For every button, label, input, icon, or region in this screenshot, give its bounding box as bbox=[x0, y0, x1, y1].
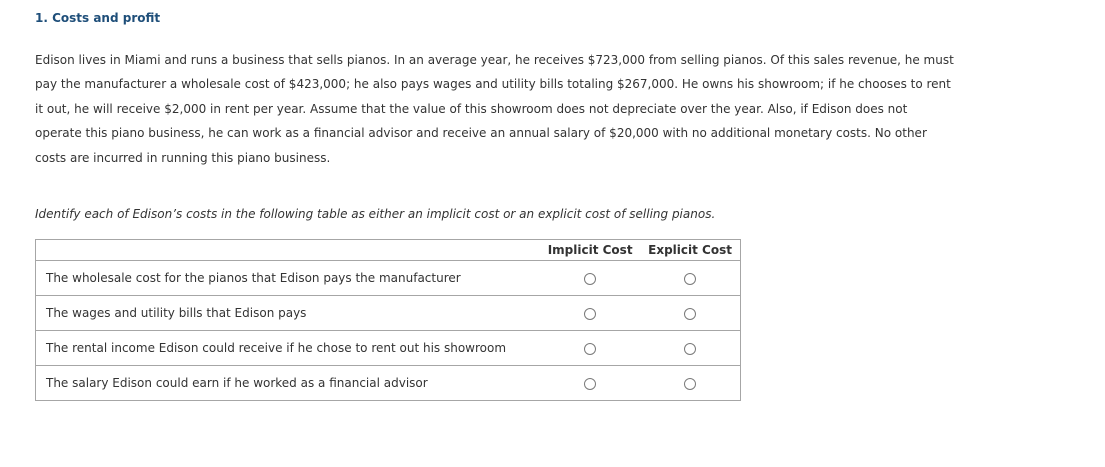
row-rental-implicit-cell bbox=[540, 331, 640, 366]
table-row bbox=[36, 296, 741, 331]
row-label-rental-income: The rental income Edison could receive if he chose to rent out his showroom bbox=[36, 331, 541, 366]
row-label-wages-utilities: The wages and utility bills that Edison pays bbox=[36, 296, 541, 331]
instruction-text: Identify each of Edison’s costs in the following table as either an implicit cost or an explicit cost of selling pianos. bbox=[35, 207, 716, 221]
row-label-advisor-salary: The salary Edison could earn if he worked as a financial advisor bbox=[36, 366, 541, 401]
table-row bbox=[36, 366, 741, 401]
row-wholesale-explicit-cell bbox=[640, 261, 740, 296]
header-blank-cell bbox=[36, 240, 541, 261]
table-header-row bbox=[36, 240, 741, 261]
rental-explicit-radio[interactable] bbox=[684, 343, 696, 355]
row-wages-explicit-cell bbox=[640, 296, 740, 331]
question-title: 1. Costs and profit bbox=[35, 11, 161, 25]
row-wholesale-implicit-cell bbox=[540, 261, 640, 296]
row-label-wholesale-cost: The wholesale cost for the pianos that Edison pays the manufacturer bbox=[36, 261, 541, 296]
row-rental-explicit-cell bbox=[640, 331, 740, 366]
row-salary-explicit-cell bbox=[640, 366, 740, 401]
wholesale-explicit-radio[interactable] bbox=[684, 273, 696, 285]
rental-implicit-radio[interactable] bbox=[584, 343, 596, 355]
row-wages-implicit-cell bbox=[540, 296, 640, 331]
wholesale-implicit-radio[interactable] bbox=[584, 273, 596, 285]
salary-explicit-radio[interactable] bbox=[684, 378, 696, 390]
wages-explicit-radio[interactable] bbox=[684, 308, 696, 320]
header-implicit-cost: Implicit Cost bbox=[540, 240, 640, 261]
wages-implicit-radio[interactable] bbox=[584, 308, 596, 320]
table-row bbox=[36, 261, 741, 296]
salary-implicit-radio[interactable] bbox=[584, 378, 596, 390]
cost-classification-table bbox=[35, 239, 741, 401]
header-explicit-cost: Explicit Cost bbox=[640, 240, 740, 261]
row-salary-implicit-cell bbox=[540, 366, 640, 401]
table-row bbox=[36, 331, 741, 366]
scenario-text: Edison lives in Miami and runs a business that sells pianos. In an average year, he receives $723,000 from selling pianos. Of this sales revenue, he must pay the manufacturer a wholesale cost of $423,000; he also pays wages and utility bills totaling $267,000. He owns his showroom; if he chooses to rent it out, he will receive $2,000 in rent per year. Assume that the value of this showroom does not depreciate over the year. Also, if Edison does not operate this piano business, he can work as a financial advisor and receive an annual salary of $20,000 with no additional monetary costs. No other costs are incurred in running this piano business. bbox=[35, 53, 954, 165]
